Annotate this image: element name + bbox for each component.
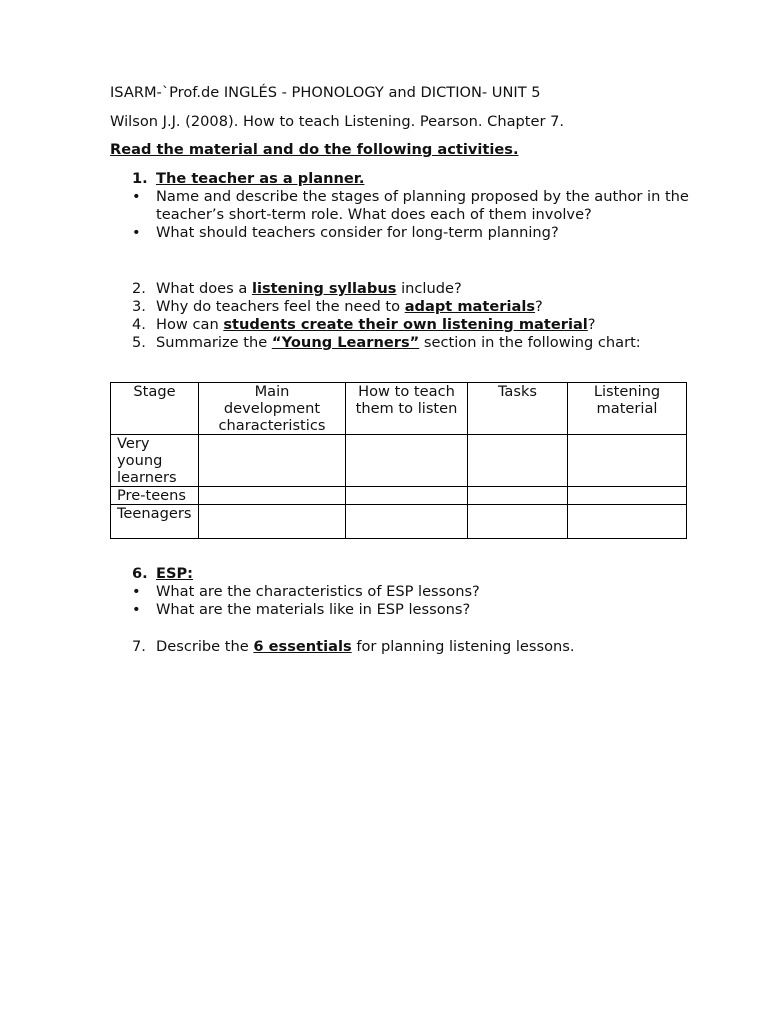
header-course-line: ISARM-`Prof.de INGLÉS - PHONOLOGY and DICTION- UNIT 5	[110, 84, 541, 101]
table-cell	[568, 435, 687, 487]
header-reference-line: Wilson J.J. (2008). How to teach Listening. Pearson. Chapter 7.	[110, 113, 565, 130]
question-text: How can	[156, 316, 224, 333]
question-text: ?	[587, 316, 596, 333]
question-keyword: adapt materials	[404, 298, 536, 315]
table-header-cell: Listening material	[568, 383, 687, 435]
question-text: Why do teachers feel the need to	[156, 298, 405, 315]
table-header-cell: Main development characteristics	[199, 383, 346, 435]
question-text: section in the following chart:	[419, 334, 641, 351]
question-text: What does a	[156, 280, 252, 297]
table-cell	[468, 505, 568, 539]
section-6-bullet-2: What are the materials like in ESP lessons?	[156, 601, 471, 618]
bullet-icon: •	[132, 224, 141, 241]
section-7-text: Describe the	[156, 638, 254, 655]
question-number: 4.	[132, 316, 146, 333]
question-keyword: listening syllabus	[251, 280, 397, 297]
question-text: Summarize the	[156, 334, 272, 351]
table-cell	[468, 487, 568, 505]
questions-list	[110, 280, 690, 352]
section-6-title: ESP:	[156, 565, 194, 582]
section-6	[110, 565, 690, 619]
section-7-keyword: 6 essentials	[253, 638, 352, 655]
section-6-bullet-1: What are the characteristics of ESP lessons?	[156, 583, 480, 600]
question-item	[110, 334, 690, 352]
section-7	[110, 638, 690, 656]
question-number: 3.	[132, 298, 146, 315]
section-1	[110, 170, 690, 242]
table-cell	[199, 505, 346, 539]
table-header-cell: Stage	[111, 383, 199, 435]
table-cell	[346, 435, 468, 487]
bullet-icon: •	[132, 188, 141, 205]
table-row	[111, 487, 687, 505]
table-cell	[199, 487, 346, 505]
table-header-cell: How to teach them to listen	[346, 383, 468, 435]
question-item	[110, 298, 690, 316]
question-number: 5.	[132, 334, 146, 351]
table-cell	[568, 487, 687, 505]
bullet-icon: •	[132, 601, 141, 618]
table-row-label: Very young learners	[111, 435, 199, 487]
table-row-label: Pre-teens	[111, 487, 199, 505]
table-cell	[346, 487, 468, 505]
question-number: 2.	[132, 280, 146, 297]
table-row	[111, 505, 687, 539]
instruction-line: Read the material and do the following activities.	[110, 141, 519, 158]
table-row	[111, 435, 687, 487]
question-text: ?	[535, 298, 543, 315]
bullet-icon: •	[132, 583, 141, 600]
section-1-title: The teacher as a planner.	[156, 170, 365, 187]
table-cell	[346, 505, 468, 539]
section-1-bullet-1: Name and describe the stages of planning proposed by the author in the teacher’s short-term role. What does each of them involve?	[156, 188, 689, 223]
question-keyword: “Young Learners”	[271, 334, 420, 351]
section-7-text: for planning listening lessons.	[351, 638, 575, 655]
question-text: include?	[396, 280, 462, 297]
question-keyword: students create their own listening material	[223, 316, 588, 333]
table-cell	[468, 435, 568, 487]
table-header-cell: Tasks	[468, 383, 568, 435]
section-7-number: 7.	[132, 638, 146, 655]
young-learners-chart	[110, 382, 687, 539]
section-6-number: 6.	[132, 565, 148, 582]
question-item	[110, 280, 690, 298]
question-item	[110, 316, 690, 334]
section-1-bullet-2: What should teachers consider for long-term planning?	[156, 224, 559, 241]
section-1-number: 1.	[132, 170, 148, 187]
table-cell	[199, 435, 346, 487]
table-cell	[568, 505, 687, 539]
table-row-label: Teenagers	[111, 505, 199, 539]
